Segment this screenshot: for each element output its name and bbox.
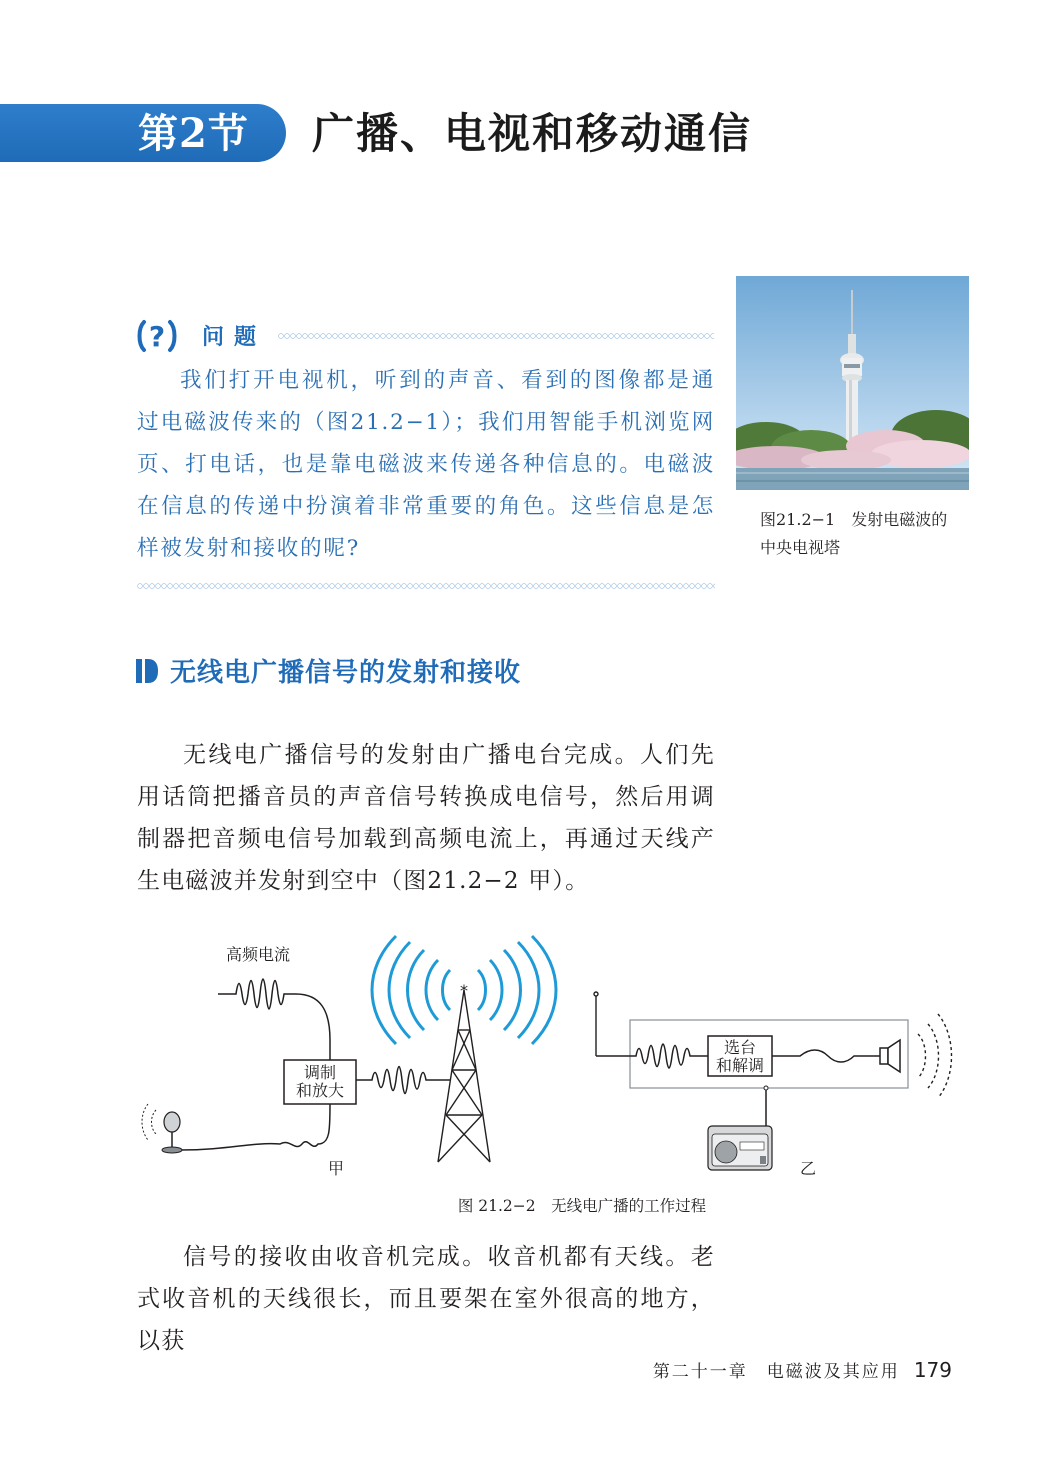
radio-icon <box>708 1086 772 1170</box>
question-text: 我们打开电视机，听到的声音、看到的图像都是通过电磁波传来的（图21.2−1）；我们用智能手机浏览网页、打电话，也是靠电磁波来传递各种信息的。电磁波在信息的传递中扮演着非常重要的角色。这些信息是怎样被发射和接收的呢? <box>137 368 715 561</box>
page-footer <box>653 1357 952 1382</box>
sound-waves-icon <box>918 1014 952 1098</box>
chapter-title: 第二十一章 电磁波及其应用 <box>652 1362 900 1382</box>
microphone-icon <box>142 1104 182 1153</box>
label-jia: 甲 <box>328 1159 345 1178</box>
hf-current-waveform <box>218 979 330 1050</box>
question-icon <box>136 318 178 354</box>
subsection-title: 无线电广播信号的发射和接收 <box>170 658 522 688</box>
tv-tower-photo <box>736 276 969 490</box>
hf-current-label: 高频电流 <box>226 945 291 964</box>
question-bottom-divider <box>137 582 715 590</box>
demodulator-label-2: 和解调 <box>715 1056 765 1075</box>
figure2-caption: 图 21.2−2 无线电广播的工作过程 <box>457 1197 707 1215</box>
page-number: 179 <box>913 1358 952 1382</box>
paragraph-2: 信号的接收由收音机完成。收音机都有天线。老式收音机的天线很长，而且要架在室外很高的地方，以获 <box>137 1244 715 1354</box>
subsection-marker-icon <box>136 657 158 685</box>
section-title: 广播、电视和移动通信 <box>312 109 753 158</box>
modulated-wave <box>356 1067 438 1094</box>
svg-text:?: ? <box>148 320 166 353</box>
figure1-caption: 图21.2−1 发射电磁波的 中央电视塔 <box>760 510 948 557</box>
section-number: 第2节 <box>138 110 249 157</box>
transmitter-tower-icon <box>438 981 490 1162</box>
paragraph-1: 无线电广播信号的发射由广播电台完成。人们先用话筒把播音员的声音信号转换成电信号，然后用调制器把音频电信号加载到高频电流上，再通过天线产生电磁波并发射到空中（图21.2−2 甲）。 <box>137 742 715 894</box>
radio-broadcast-diagram <box>120 930 980 1190</box>
svg-text:*: * <box>460 981 468 1000</box>
question-top-divider <box>278 332 714 340</box>
modulator-label-1: 调制 <box>303 1063 337 1082</box>
label-yi: 乙 <box>800 1159 817 1178</box>
audio-signal-wire <box>180 1104 330 1150</box>
demodulator-label-1: 选台 <box>723 1038 757 1057</box>
receiver-antenna <box>594 992 630 1056</box>
question-label: 问题 <box>202 325 267 350</box>
modulator-label-2: 和放大 <box>295 1081 345 1100</box>
